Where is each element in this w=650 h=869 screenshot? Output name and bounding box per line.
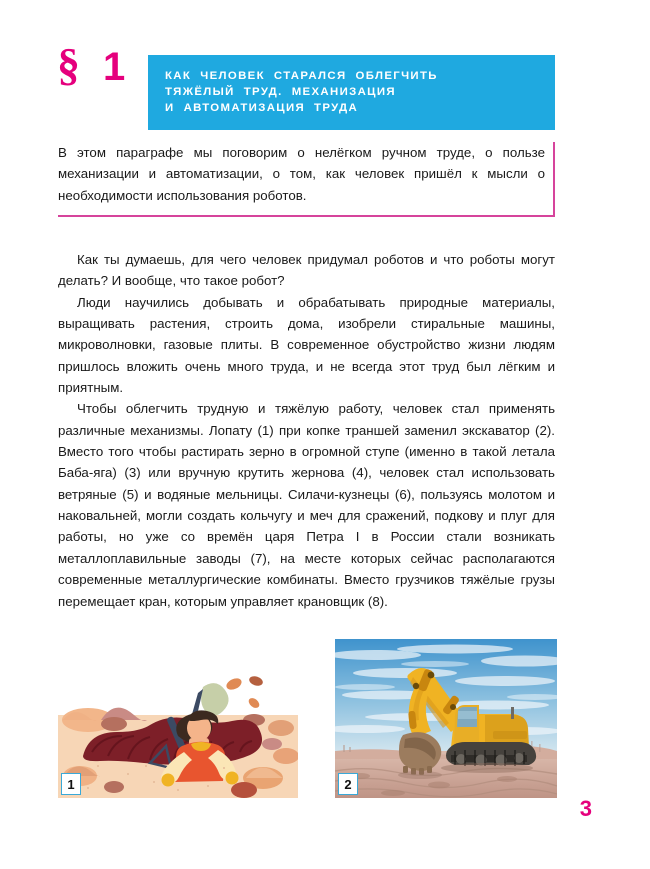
intro-callout bbox=[58, 142, 555, 217]
figure-1 bbox=[58, 668, 298, 798]
chapter-title-line-3: И АВТОМАТИЗАЦИЯ ТРУДА bbox=[165, 102, 359, 115]
man-digging-illustration-icon bbox=[58, 668, 298, 798]
section-number: 1 bbox=[103, 45, 126, 89]
body-paragraph-3: Чтобы облегчить трудную и тяжёлую работу, человек стал применять различные механизмы. Лопату (1) при копке траншей заменил экскаватор (2). Вместо того чтобы растирать зерно в огромной ступе (именно в такой летала Баба-яга) (3) или вручную крутить жернова (4), человек стал использовать ветряные (5) и водяные мельницы. Силачи-кузнецы (6), пользуясь молотом и наковальней, могли создать кольчугу и меч для сражений, подкову и плуг для работы, но уже со времён царя Петра I в России стали возникать металлоплавильные заводы (7), на месте которых сейчас располагаются современные металлургические комбинаты. Вместо грузчиков тяжёлые грузы перемещает кран, которым управляет крановщик (8). bbox=[58, 401, 555, 609]
intro-paragraph: В этом параграфе мы поговорим о нелёгком ручном труде, о пользе механизации и автоматизации, о том, как человек пришёл к мысли о необходимости использования роботов. bbox=[58, 145, 545, 203]
figure-2-badge: 2 bbox=[338, 773, 358, 795]
page-number: 3 bbox=[579, 796, 592, 821]
body-paragraph-1: Как ты думаешь, для чего человек придумал роботов и что роботы могут делать? И вообще, что такое робот? bbox=[58, 252, 555, 289]
chapter-title-line-2: ТЯЖЁЛЫЙ ТРУД. МЕХАНИЗАЦИЯ bbox=[165, 86, 396, 99]
chapter-title-line-1: КАК ЧЕЛОВЕК СТАРАЛСЯ ОБЛЕГЧИТЬ bbox=[165, 70, 438, 82]
section-mark-icon: § bbox=[57, 39, 80, 90]
excavator-photo-icon bbox=[335, 639, 557, 798]
figure-row bbox=[0, 625, 650, 800]
figure-2-photograph bbox=[335, 639, 557, 798]
figure-1-badge: 1 bbox=[61, 773, 81, 795]
chapter-title-band bbox=[148, 55, 555, 130]
body-text-column bbox=[58, 249, 555, 612]
figure-1-illustration bbox=[58, 668, 298, 798]
body-paragraph-2: Люди научились добывать и обрабатывать природные материалы, выращивать растения, строить дома, изобрели стиральные машины, микроволновки, газовые плиты. В современное обустройство жизни людям пришлось вложить очень много труда, и не всегда этот труд был лёгким и приятным. bbox=[58, 294, 555, 396]
page-header bbox=[0, 0, 650, 135]
figure-2 bbox=[335, 639, 557, 798]
